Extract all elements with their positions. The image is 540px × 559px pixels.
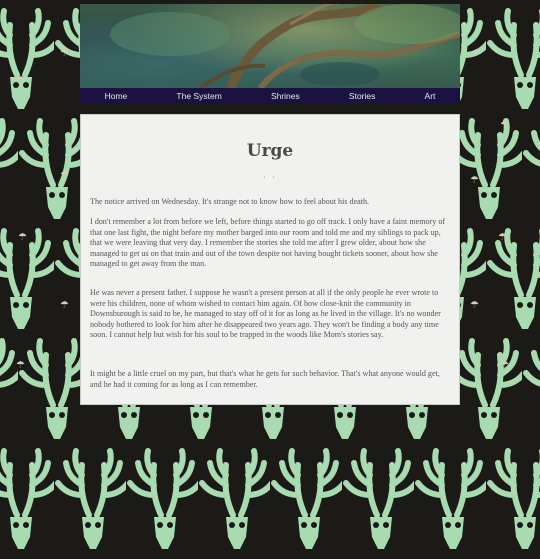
nav-underline-strip [80,104,460,114]
deer-skull-icon [196,445,270,555]
mushroom-icon: ☂ [60,48,69,59]
deer-skull-icon [484,225,540,335]
nav-stories[interactable]: Stories [348,91,376,101]
deer-skull-icon [268,445,342,555]
deer-skull-icon [0,5,54,115]
deer-skull-icon [520,335,540,445]
story-content [80,114,460,405]
deer-skull-icon [16,335,90,445]
deer-skull-icon [52,445,126,555]
deer-skull-icon [484,5,540,115]
mushroom-icon: ☂ [16,75,25,86]
deer-skull-icon [484,445,540,555]
mushroom-icon: ☂ [472,48,481,59]
mushroom-icon: ☂ [470,175,479,186]
deer-skull-icon [340,445,414,555]
mushroom-icon: ☂ [470,300,479,311]
story-paragraph: I don't remember a lot from before we left, before things started to go off track. I only have a faint memory of that one last fight, the night before my mother barged into our room and told me and my siblings to pack up, that we were leaving that very day. I remember the stories she told me after I grew older, about how she managed to get us on that train and out of the town despite not having bought tickets sooner, about how she managed to get away from the man. [90,217,446,269]
story-paragraph: The notice arrived on Wednesday. It's strange not to know how to feel about his death. [90,197,370,206]
deer-skull-icon [124,445,198,555]
title-divider: · · [263,173,277,182]
mushroom-icon: ☂ [18,232,27,243]
forest-tree-illustration [80,4,460,88]
main-nav [80,88,460,104]
deer-skull-icon [0,445,54,555]
deer-skull-icon [16,115,90,225]
nav-shrines[interactable]: Shrines [270,91,300,101]
nav-home[interactable]: Home [104,91,128,101]
page-title: Urge [246,141,294,161]
deer-skull-icon [0,225,54,335]
mushroom-icon: ☂ [500,360,509,371]
story-paragraph: He was never a present father. I suppose he wasn't a present person at all if the only people he ever wrote to were his children, none of whom wished to contact him again. Of how close-knit the community in Downsburough is said to be, he managed to stay off of it for as long as he lived in the village. It's no wonder nobody bothered to look for him after he disappeared two years ago. They won't be finding a body any time soon. I cannot help but wish for his soul to be trapped in the woods like Mom's stories say. [90,288,441,340]
story-paragraph: It might be a little cruel on my part, but that's what he gets for such behavior. That's what anyone would get, and he had it coming for as long as I can remember. [90,369,440,389]
mushroom-icon: ☂ [60,170,69,181]
deer-skull-icon [412,445,486,555]
mushroom-icon: ☂ [500,120,509,131]
deer-skull-icon [520,115,540,225]
nav-art[interactable]: Art [424,91,436,101]
mushroom-icon: ☂ [498,232,507,243]
header-banner [80,4,460,88]
mushroom-icon: ☂ [16,360,25,371]
mushroom-icon: ☂ [60,300,69,311]
nav-the-system[interactable]: The System [176,91,222,101]
